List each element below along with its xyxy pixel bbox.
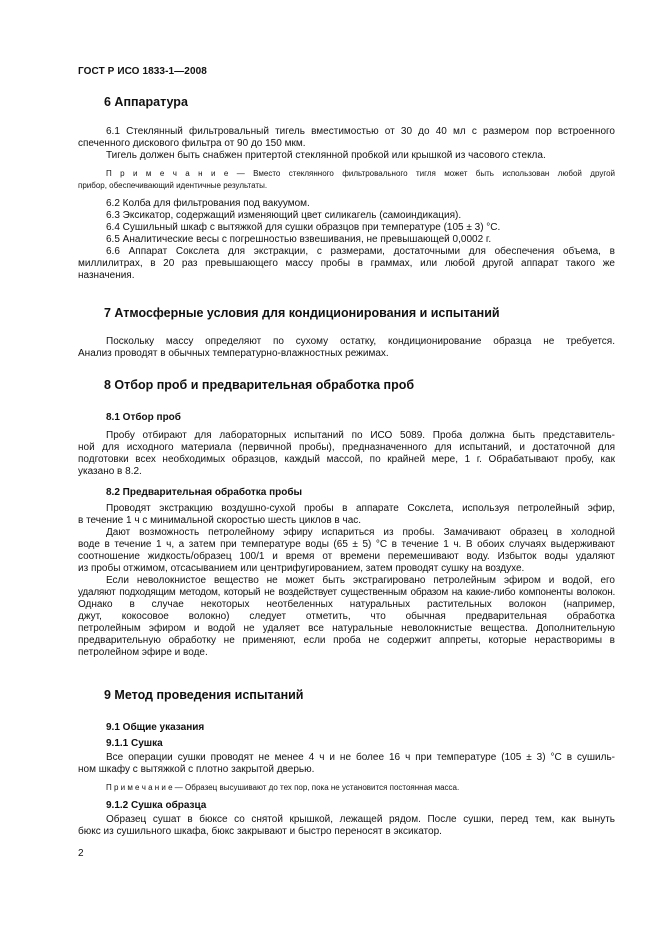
note-9: [78, 782, 615, 794]
para-8-2-a: [78, 503, 615, 527]
line: П р и м е ч а н и е — Образец высушивают до тех пор, пока не установится постоянная масса.: [106, 783, 460, 792]
para-8-2-b: [78, 527, 615, 575]
line: удаляют подходящим методом, который не воздействует существенным образом на какие-либо компоненты волокон.: [78, 587, 615, 598]
line: Поскольку массу определяют по сухому остатку, кондиционирование образца не требуется.: [106, 336, 615, 347]
line: Все операции сушки проводят не менее 4 ч и не более 16 ч при температуре (105 ± 3) °С в сушиль-: [106, 752, 615, 763]
line: Образец сушат в бюксе со снятой крышкой, лежащей рядом. После сушки, перед тем, как вынуть: [106, 814, 615, 825]
line: спеченного дискового фильтра от 90 до 150 мкм.: [78, 138, 306, 149]
line: петролейным эфиром и водой не удаляет все натуральные неволокнистые вещества. Дополнительную: [78, 623, 615, 634]
subsection-9-1-title: 9.1 Общие указания: [106, 722, 205, 733]
para-6-1: [78, 126, 615, 150]
line: 6.5 Аналитические весы с погрешностью взвешивания, не превышающей 0,0002 г.: [106, 234, 492, 245]
para-7: [78, 336, 615, 360]
subsection-9-1-1-title: 9.1.1 Сушка: [106, 738, 163, 749]
para-8-2-c: [78, 575, 615, 659]
note-6: [78, 168, 615, 192]
section-7-title: 7 Атмосферные условия для кондиционирования и испытаний: [104, 306, 500, 320]
line: петролейном эфире и воде.: [78, 647, 208, 658]
section-6-title: 6 Аппаратура: [104, 95, 188, 109]
line: ной для исходного материала (первичной пробы), предназначенного для испытаний, и достаточной для: [78, 442, 615, 453]
line: джут, кокосовое волокно) следует отметить, что обычная предварительная обработка: [78, 611, 615, 622]
line: соотношение жидкость/образец 100/1 и время от времени перемешивают воду. Избыток воды удаляют: [78, 551, 615, 562]
line: в течение 1 ч с минимальной скоростью шесть циклов в час.: [78, 515, 362, 526]
line: предварительную обработку не применяют, если проба не содержит аппреты, которые нерастворимы в: [78, 635, 615, 646]
para-6-3: [78, 210, 615, 222]
line: Пробу отбирают для лабораторных испытаний по ИСО 5089. Проба должна быть представитель-: [106, 430, 615, 441]
subsection-8-1-title: 8.1 Отбор проб: [106, 412, 181, 423]
para-6-2: [78, 198, 615, 210]
subsection-9-1-2-title: 9.1.2 Сушка образца: [106, 800, 207, 811]
line: назначения.: [78, 270, 135, 281]
line: 6.2 Колба для фильтрования под вакуумом.: [106, 198, 310, 209]
line: 6.6 Аппарат Сокслета для экстракции, с размерами, достаточными для обеспечения объема, в: [106, 246, 615, 257]
subsection-8-2-title: 8.2 Предварительная обработка пробы: [106, 487, 303, 498]
para-6-4: [78, 222, 615, 234]
line: прибор, обеспечивающий идентичные результаты.: [78, 181, 268, 190]
para-6-5: [78, 234, 615, 246]
para-6-6: [78, 246, 615, 282]
line: Если неволокнистое вещество не может быть экстрагировано петролейным эфиром и водой, его: [106, 575, 615, 586]
line: Проводят экстракцию воздушно-сухой пробы в аппарате Сокслета, используя петролейный эфир,: [106, 503, 615, 514]
line: Однако в случае некоторых неотбеленных натуральных растительных волокон (например,: [78, 599, 615, 610]
line: воде в течение 1 ч, а затем при температуре воды (65 ± 5) °С в течение 1 ч. В обоих случаях выдерживают: [78, 539, 615, 550]
para-8-1: [78, 430, 615, 478]
para-9-1-1: [78, 752, 615, 776]
line: миллилитрах, в 20 раз превышающего массу пробы в граммах, или любой другой аппарат такого же: [78, 258, 615, 269]
line: подготовки всех необходимых образцов, каждый массой, по крайней мере, 1 г. Обрабатывают пробу, как: [78, 454, 615, 465]
line: Дают возможность петролейному эфиру испариться из пробы. Замачивают образец в холодной: [106, 527, 615, 538]
document-header: ГОСТ Р ИСО 1833-1—2008: [78, 66, 207, 77]
section-9-title: 9 Метод проведения испытаний: [104, 688, 304, 702]
line: 6.1 Стеклянный фильтровальный тигель вместимостью от 30 до 40 мл с размером пор встроенного: [106, 126, 615, 137]
line: из пробы отжимом, отсасыванием или центрифугированием, затем проводят сушку на воздухе.: [78, 563, 525, 574]
line: П р и м е ч а н и е — Вместо стеклянного фильтровального тигля может быть использован любой другой: [106, 169, 615, 178]
line: Анализ проводят в обычных температурно-влажностных режимах.: [78, 348, 389, 359]
line: 6.4 Сушильный шкаф с вытяжкой для сушки образцов при температуре (105 ± 3) °С.: [106, 222, 501, 233]
para-6-1-lid: [78, 150, 615, 162]
line: бюкс из сушильного шкафа, бюкс закрывают и быстро переносят в эксикатор.: [78, 826, 442, 837]
line: 6.3 Эксикатор, содержащий изменяющий цвет силикагель (самоиндикация).: [106, 210, 462, 221]
para-9-1-2: [78, 814, 615, 838]
page-number: 2: [78, 848, 84, 859]
section-8-title: 8 Отбор проб и предварительная обработка проб: [104, 378, 415, 392]
line: ном шкафу с вытяжкой с плотно закрытой дверью.: [78, 764, 315, 775]
line: указано в 8.2.: [78, 466, 142, 477]
line: Тигель должен быть снабжен притертой стеклянной пробкой или крышкой из часового стекла.: [106, 150, 546, 161]
